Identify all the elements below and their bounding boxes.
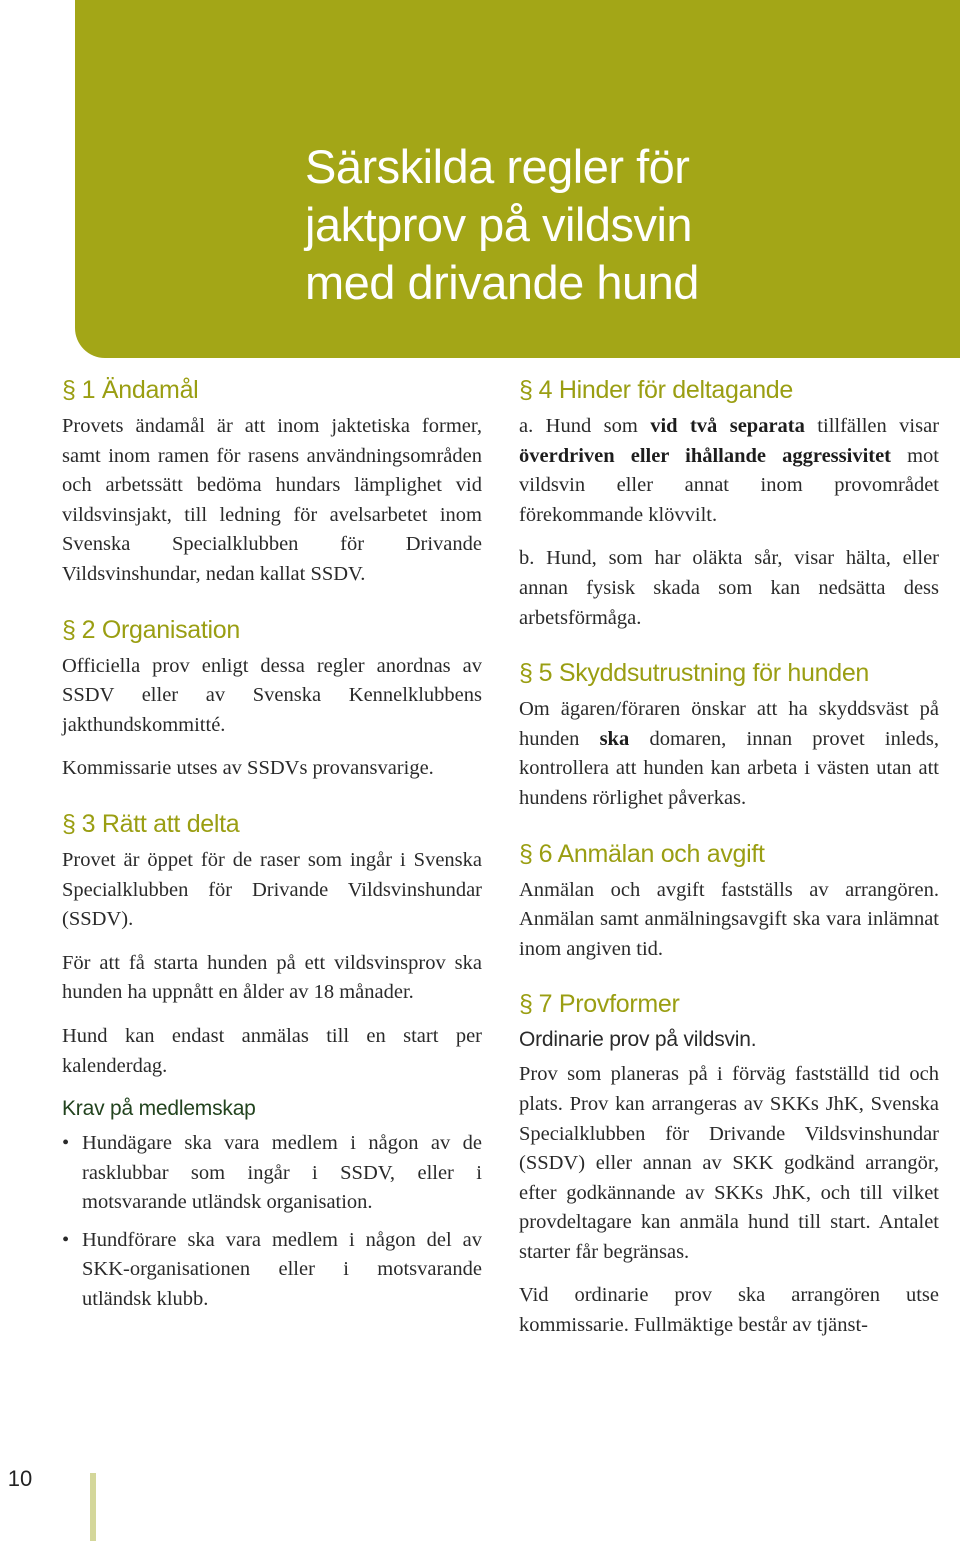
section-4 (519, 374, 939, 633)
section-symbol: § (519, 659, 533, 688)
section-7-text-2: Vid ordinarie prov ska arrangören utse kommissarie. Fullmäktige består av tjänst- (519, 1284, 939, 1337)
section-symbol: § (519, 839, 533, 868)
section-heading-3: § 3 Rätt att delta (62, 809, 240, 838)
section-3 (62, 808, 482, 1315)
section-1 (62, 374, 482, 590)
title-line-3: med drivande hund (305, 256, 699, 309)
section-heading-7: § 7 Provformer (519, 990, 680, 1019)
provformer-subheading: Ordinarie prov på vildsvin. (519, 1028, 757, 1052)
section-heading-4: § 4 Hinder för deltagande (519, 376, 794, 404)
section-symbol: § (62, 809, 76, 838)
section-symbol: § (519, 990, 533, 1019)
section-6 (519, 838, 939, 965)
section-symbol: § (519, 376, 533, 404)
section-6-text: Anmälan och avgift fastställs av arrangören. Anmälan samt anmälningsavgift ska vara inlämnat inom angiven tid. (519, 878, 939, 960)
section-2-text-2: Kommissarie utses av SSDVs provansvarige. (62, 757, 434, 780)
section-2-text-1: Officiella prov enligt dessa regler anordnas av SSDV eller av Svenska Kennelklubbens jakthundskommitté. (62, 654, 482, 736)
section-heading-6: § 6 Anmälan och avgift (519, 839, 765, 868)
section-5 (519, 657, 939, 813)
list-item: • Hundägare ska vara medlem i någon av de rasklubbar som ingår i SSDV, eller i motsvarande utländsk organisation. (62, 1129, 482, 1218)
section-3-text-1: Provet är öppet för de raser som ingår i Svenska Specialklubben för Drivande Vildsvinshundar (SSDV). (62, 848, 482, 931)
section-symbol: § (62, 615, 76, 644)
membership-list (62, 1129, 482, 1315)
section-2 (62, 614, 482, 784)
list-item: • Hundförare ska vara medlem i någon del av SKK-organisationen eller i motsvarande utländsk klubb. (62, 1226, 482, 1315)
section-3-text-3: Hund kan endast anmälas till en start per kalenderdag. (62, 1024, 482, 1077)
section-heading-2: § 2 Organisation (62, 615, 241, 644)
section-heading-5: § 5 Skyddsutrustning för hunden (519, 659, 870, 688)
section-4-item-b: b. Hund, som har oläkta sår, visar hälta, eller annan fysisk skada som kan nedsätta dess arbetsförmåga. (519, 547, 939, 629)
section-7 (519, 988, 939, 1340)
page-title (305, 138, 945, 312)
title-line-2: jaktprov på vildsvin (305, 198, 693, 251)
left-column (62, 374, 482, 1323)
section-5-text: Om ägaren/föraren önskar att ha skyddsväst på hunden ska domaren, innan provet inleds, kontrollera att hunden kan arbeta i västen utan att hundens rörlighet påverkas. (519, 698, 939, 809)
right-column (519, 374, 939, 1355)
section-7-text-1: Prov som planeras på i förväg fastställd tid och plats. Prov kan arrangeras av SKKs JhK, Svenska Specialklubben för Drivande Vildsvinshundar (SSDV) eller annan av SKK godkänd arrangör, efter godkännande av SKKs JhK, och till vilket provdeltagare kan anmäla hund till start. Antalet starter får begränsas. (519, 1063, 939, 1263)
section-3-text-2: För att få starta hunden på ett vildsvinsprov ska hunden ha uppnått en ålder av 18 månader. (62, 951, 482, 1004)
membership-subheading: Krav på medlemskap (62, 1097, 256, 1121)
section-1-text: Provets ändamål är att inom jaktetiska former, samt inom ramen för rasens användningsområden och arbetssätt bedöma hundars lämplighet vid vildsvinsjakt, till ledning för avelsarbetet inom Svenska Specialklubben för Drivande Vildsvinshundar, nedan kallat SSDV. (62, 415, 482, 585)
section-heading-1: § 1 Ändamål (62, 376, 199, 404)
section-symbol: § (62, 376, 76, 404)
page-number: 10 (7, 1466, 33, 1491)
title-band (75, 0, 960, 358)
section-4-item-a: a. Hund som vid två separata tillfällen visar överdriven eller ihållande aggressivitet mot vildsvin eller annat inom provområdet förekommande klövvilt. (519, 415, 940, 526)
title-line-1: Särskilda regler för (305, 140, 690, 193)
footer-rule (90, 1473, 96, 1541)
